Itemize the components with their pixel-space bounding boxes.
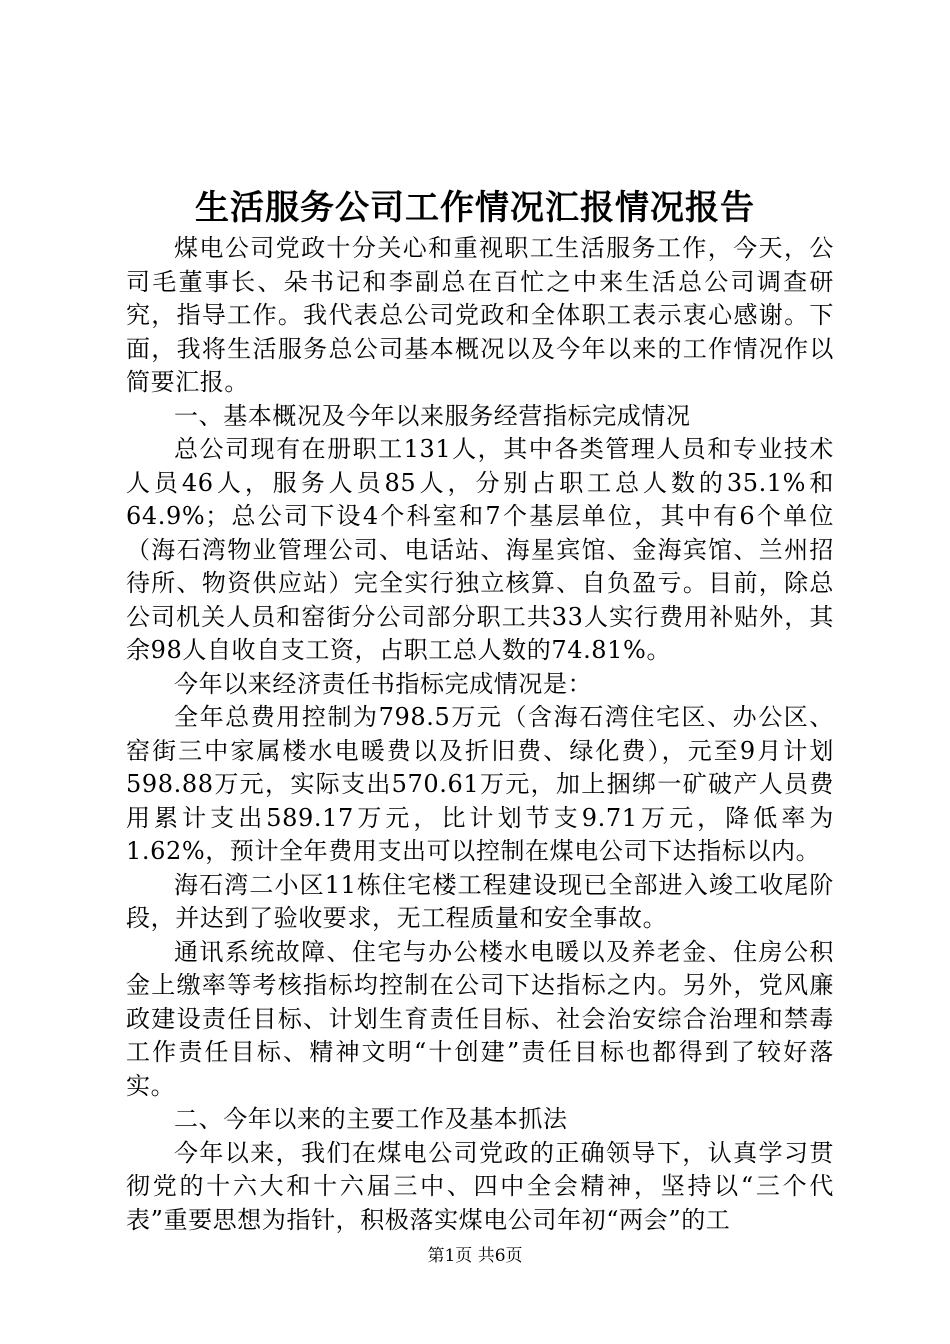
paragraph-cost-control: 全年总费用控制为798.5万元（含海石湾住宅区、办公区、窑街三中家属楼水电暖费以及折旧费、绿化费），元至9月计划598.88万元，实际支出570.61万元，加上捆绑一矿破产人员费用累计支出589.17万元，比计划节支9.71万元，降低率为1.62%，预计全年费用支出可以控制在煤电公司下达指标以内。 xyxy=(126,703,834,865)
paragraph-assessment: 通讯系统故障、住宅与办公楼水电暖以及养老金、住房公积金上缴率等考核指标均控制在公司下达指标之内。另外，党风廉政建设责任目标、计划生育责任目标、社会治安综合治理和禁毒工作责任目标、精神文明“十创建”责任目标也都得到了较好落实。 xyxy=(126,937,834,1100)
section-heading-2: 二、今年以来的主要工作及基本抓法 xyxy=(174,1105,568,1133)
paragraph-main-work: 今年以来，我们在煤电公司党政的正确领导下，认真学习贯彻党的十六大和十六届三中、四中全会精神，坚持以“三个代表”重要思想为指针，积极落实煤电公司年初“两会”的工 xyxy=(126,1138,834,1234)
paragraph-staff-overview: 总公司现有在册职工131人，其中各类管理人员和专业技术人员46人，服务人员85人，分别占职工总人数的35.1%和64.9%；总公司下设4个科室和7个基层单位，其中有6个单位（海石湾物业管理公司、电话站、海星宾馆、金海宾馆、兰州招待所、物资供应站）完全实行独立核算、自负盈亏。目前，除总公司机关人员和窑街分公司部分职工共33人实行费用补贴外，其余98人自收自支工资，占职工总人数的74.81%。 xyxy=(126,435,834,664)
page-footer: 第1页 共6页 xyxy=(427,1246,523,1266)
document-body xyxy=(126,232,834,1237)
paragraph-intro: 煤电公司党政十分关心和重视职工生活服务工作，今天，公司毛董事长、朵书记和李副总在百忙之中来生活总公司调查研究，指导工作。我代表总公司党政和全体职工表示衷心感谢。下面，我将生活服务总公司基本概况以及今年以来的工作情况作以简要汇报。 xyxy=(126,234,834,396)
document-title: 生活服务公司工作情况汇报情况报告 xyxy=(195,188,755,228)
section-heading-1: 一、基本概况及今年以来服务经营指标完成情况 xyxy=(174,401,691,430)
paragraph-indicator-lead: 今年以来经济责任书指标完成情况是： xyxy=(174,669,593,698)
paragraph-construction: 海石湾二小区11栋住宅楼工程建设现已全部进入竣工收尾阶段，并达到了验收要求，无工程质量和安全事故。 xyxy=(126,870,834,932)
